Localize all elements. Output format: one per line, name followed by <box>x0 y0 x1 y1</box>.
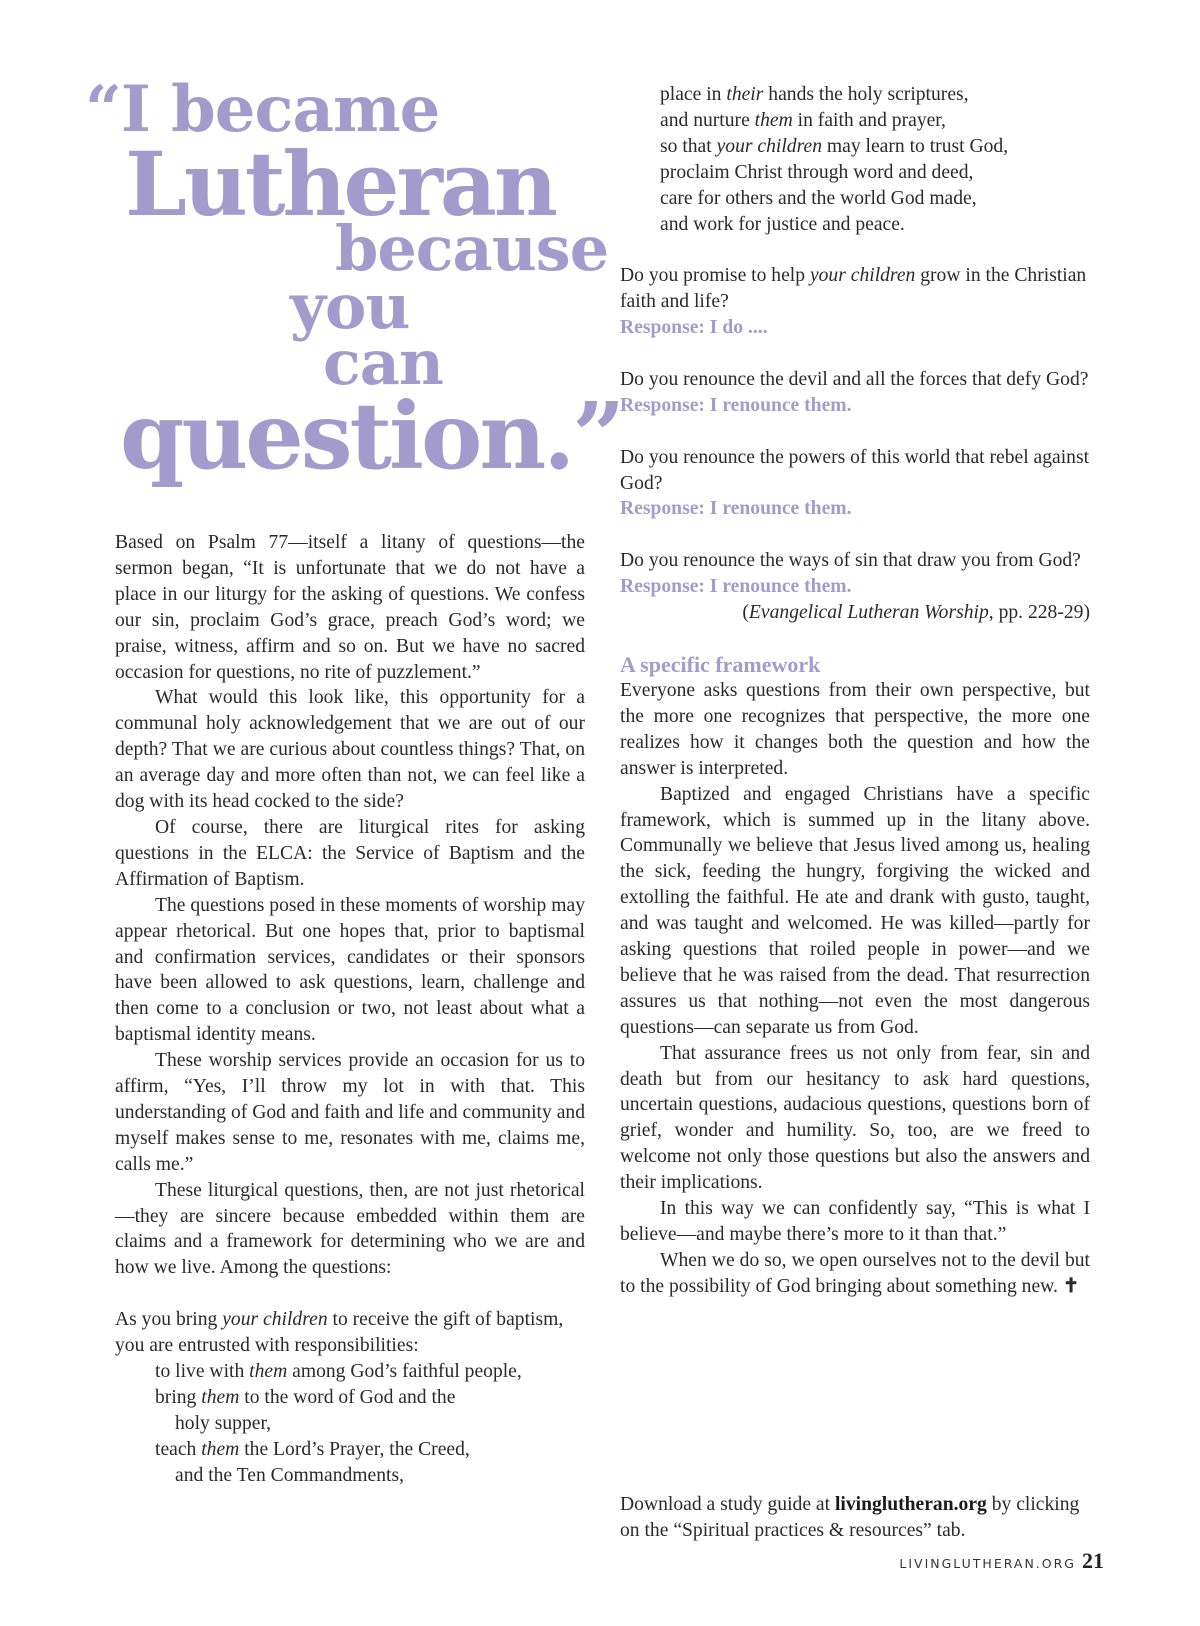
paragraph: Based on Psalm 77—itself a litany of questions—the sermon began, “It is unfortunate that we do not have a place in our liturgy for the asking of questions. We confess our sin, proclaim God’s grace, preach God’s word; we praise, witness, affirm and so on. But we have no sacred occasion for questions, no rite of puzzlement.” <box>115 532 585 683</box>
litany-line: place in their hands the holy scriptures, <box>660 84 969 105</box>
question-2 <box>620 367 1090 419</box>
response: Response: I renounce them. <box>620 576 852 598</box>
site-link[interactable]: livinglutheran.org <box>834 1494 987 1515</box>
page-number: 21 <box>1082 1548 1104 1573</box>
response: Response: I renounce them. <box>620 394 852 416</box>
section-heading: A specific framework <box>620 651 821 677</box>
litany-line: so that your children may learn to trust God, <box>660 135 1009 157</box>
paragraph: Baptized and engaged Christians have a specific framework, which is summed up in the litany above. Communally we believe that Jesus lived among us, healing the sick, feeding the hungry, forgiving the wicked and extolling the faithful. He ate and drank with gusto, taught, and was taught and welcomed. He was killed—partly for asking questions that roiled people in power—and we believe that he was raised from the dead. That resurrection assures us that nothing—not even the most dangerous questions—can separate us from God. <box>620 783 1090 1038</box>
litany-line: and the Ten Commandments, <box>175 1464 405 1486</box>
right-column <box>620 82 1090 1300</box>
left-column <box>115 530 585 1489</box>
question-1 <box>620 263 1090 341</box>
paragraph: That assurance frees us not only from fear, sin and death but from our hesitancy to ask hard questions, uncertain questions, audacious questions, questions born of grief, wonder and humility. So, too, are we freed to welcome not only those questions but also the answers and their implications. <box>620 1042 1090 1194</box>
pull-quote-line-5: can <box>323 326 444 399</box>
litany-line: to live with them among God’s faithful people, <box>155 1360 522 1382</box>
litany-line: proclaim Christ through word and deed, <box>660 161 974 183</box>
pull-quote-line-3: because <box>335 212 609 285</box>
footer-site: LIVINGLUTHERAN.ORG <box>899 1556 1076 1571</box>
paragraph: Everyone asks questions from their own perspective, but the more one recognizes that perspective, the more one realizes how it changes both the question and how the answer is interpreted. <box>620 679 1090 779</box>
litany <box>115 1359 585 1489</box>
paragraph: What would this look like, this opportunity for a communal holy acknowledgement that we are out of our depth? That we are curious about countless things? That, on an average day and more often than not, we can feel like a dog with its head cocked to the side? <box>115 687 585 813</box>
citation: (Evangelical Lutheran Worship, pp. 228-29) <box>742 602 1090 624</box>
paragraph: When we do so, we open ourselves not to the devil but to the possibility of God bringing about something new. ✝ <box>620 1249 1090 1297</box>
pull-quote-line-6: question.” <box>120 382 623 490</box>
paragraph: These worship services provide an occasion for us to affirm, “Yes, I’ll throw my lot in with that. This understanding of God and faith and life and community and myself makes sense to me, resonates with me, claims me, calls me.” <box>115 1050 585 1175</box>
question-text: Do you renounce the ways of sin that draw you from God? <box>620 550 1081 572</box>
litany-line: teach them the Lord’s Prayer, the Creed, <box>155 1438 470 1460</box>
paragraph: Of course, there are liturgical rites for asking questions in the ELCA: the Service of Baptism and the Affirmation of Baptism. <box>115 816 585 890</box>
litany-line: holy supper, <box>175 1412 272 1434</box>
cross-icon: ✝ <box>1062 1275 1080 1297</box>
question-text: Do you promise to help your children grow in the Christian faith and life? <box>620 265 1087 313</box>
study-guide-note: Download a study guide at livinglutheran.org by clicking on the “Spiritual practices & resources” tab. <box>620 1494 1080 1541</box>
litany-line: and nurture them in faith and prayer, <box>660 109 946 131</box>
response: Response: I do .... <box>620 317 768 339</box>
paragraph: The questions posed in these moments of worship may appear rhetorical. But one hopes that, prior to baptismal and confirmation services, candidates or their sponsors have been allowed to ask questions, learn, challenge and then come to a conclusion or two, not least about what a baptismal identity means. <box>115 894 585 1046</box>
response: Response: I renounce them. <box>620 498 852 520</box>
question-text: Do you renounce the devil and all the forces that defy God? <box>620 368 1089 390</box>
pull-quote-line-4: you <box>290 270 410 343</box>
litany-line: bring them to the word of God and the <box>155 1386 456 1408</box>
pull-quote <box>80 70 623 510</box>
litany-line: and work for justice and peace. <box>660 213 905 235</box>
question-text: Do you renounce the powers of this world that rebel against God? <box>620 446 1090 494</box>
paragraph: These liturgical questions, then, are not just rhetorical—they are sincere because embedded within them are claims and a framework for determining who we are and how we live. Among the questions: <box>115 1179 585 1279</box>
litany-continued <box>620 82 1090 237</box>
question-3 <box>620 445 1090 523</box>
litany-line: care for others and the world God made, <box>660 187 977 209</box>
question-4 <box>620 548 1090 626</box>
page-footer <box>899 1548 1104 1574</box>
paragraph: In this way we can confidently say, “This is what I believe—and maybe there’s more to it than that.” <box>620 1198 1090 1245</box>
litany-intro: As you bring your children to receive the gift of baptism, you are entrusted with responsibilities: <box>115 1309 564 1357</box>
pull-quote-line-1: “I became <box>85 72 440 147</box>
pull-quote-line-2: Lutheran <box>125 132 555 236</box>
